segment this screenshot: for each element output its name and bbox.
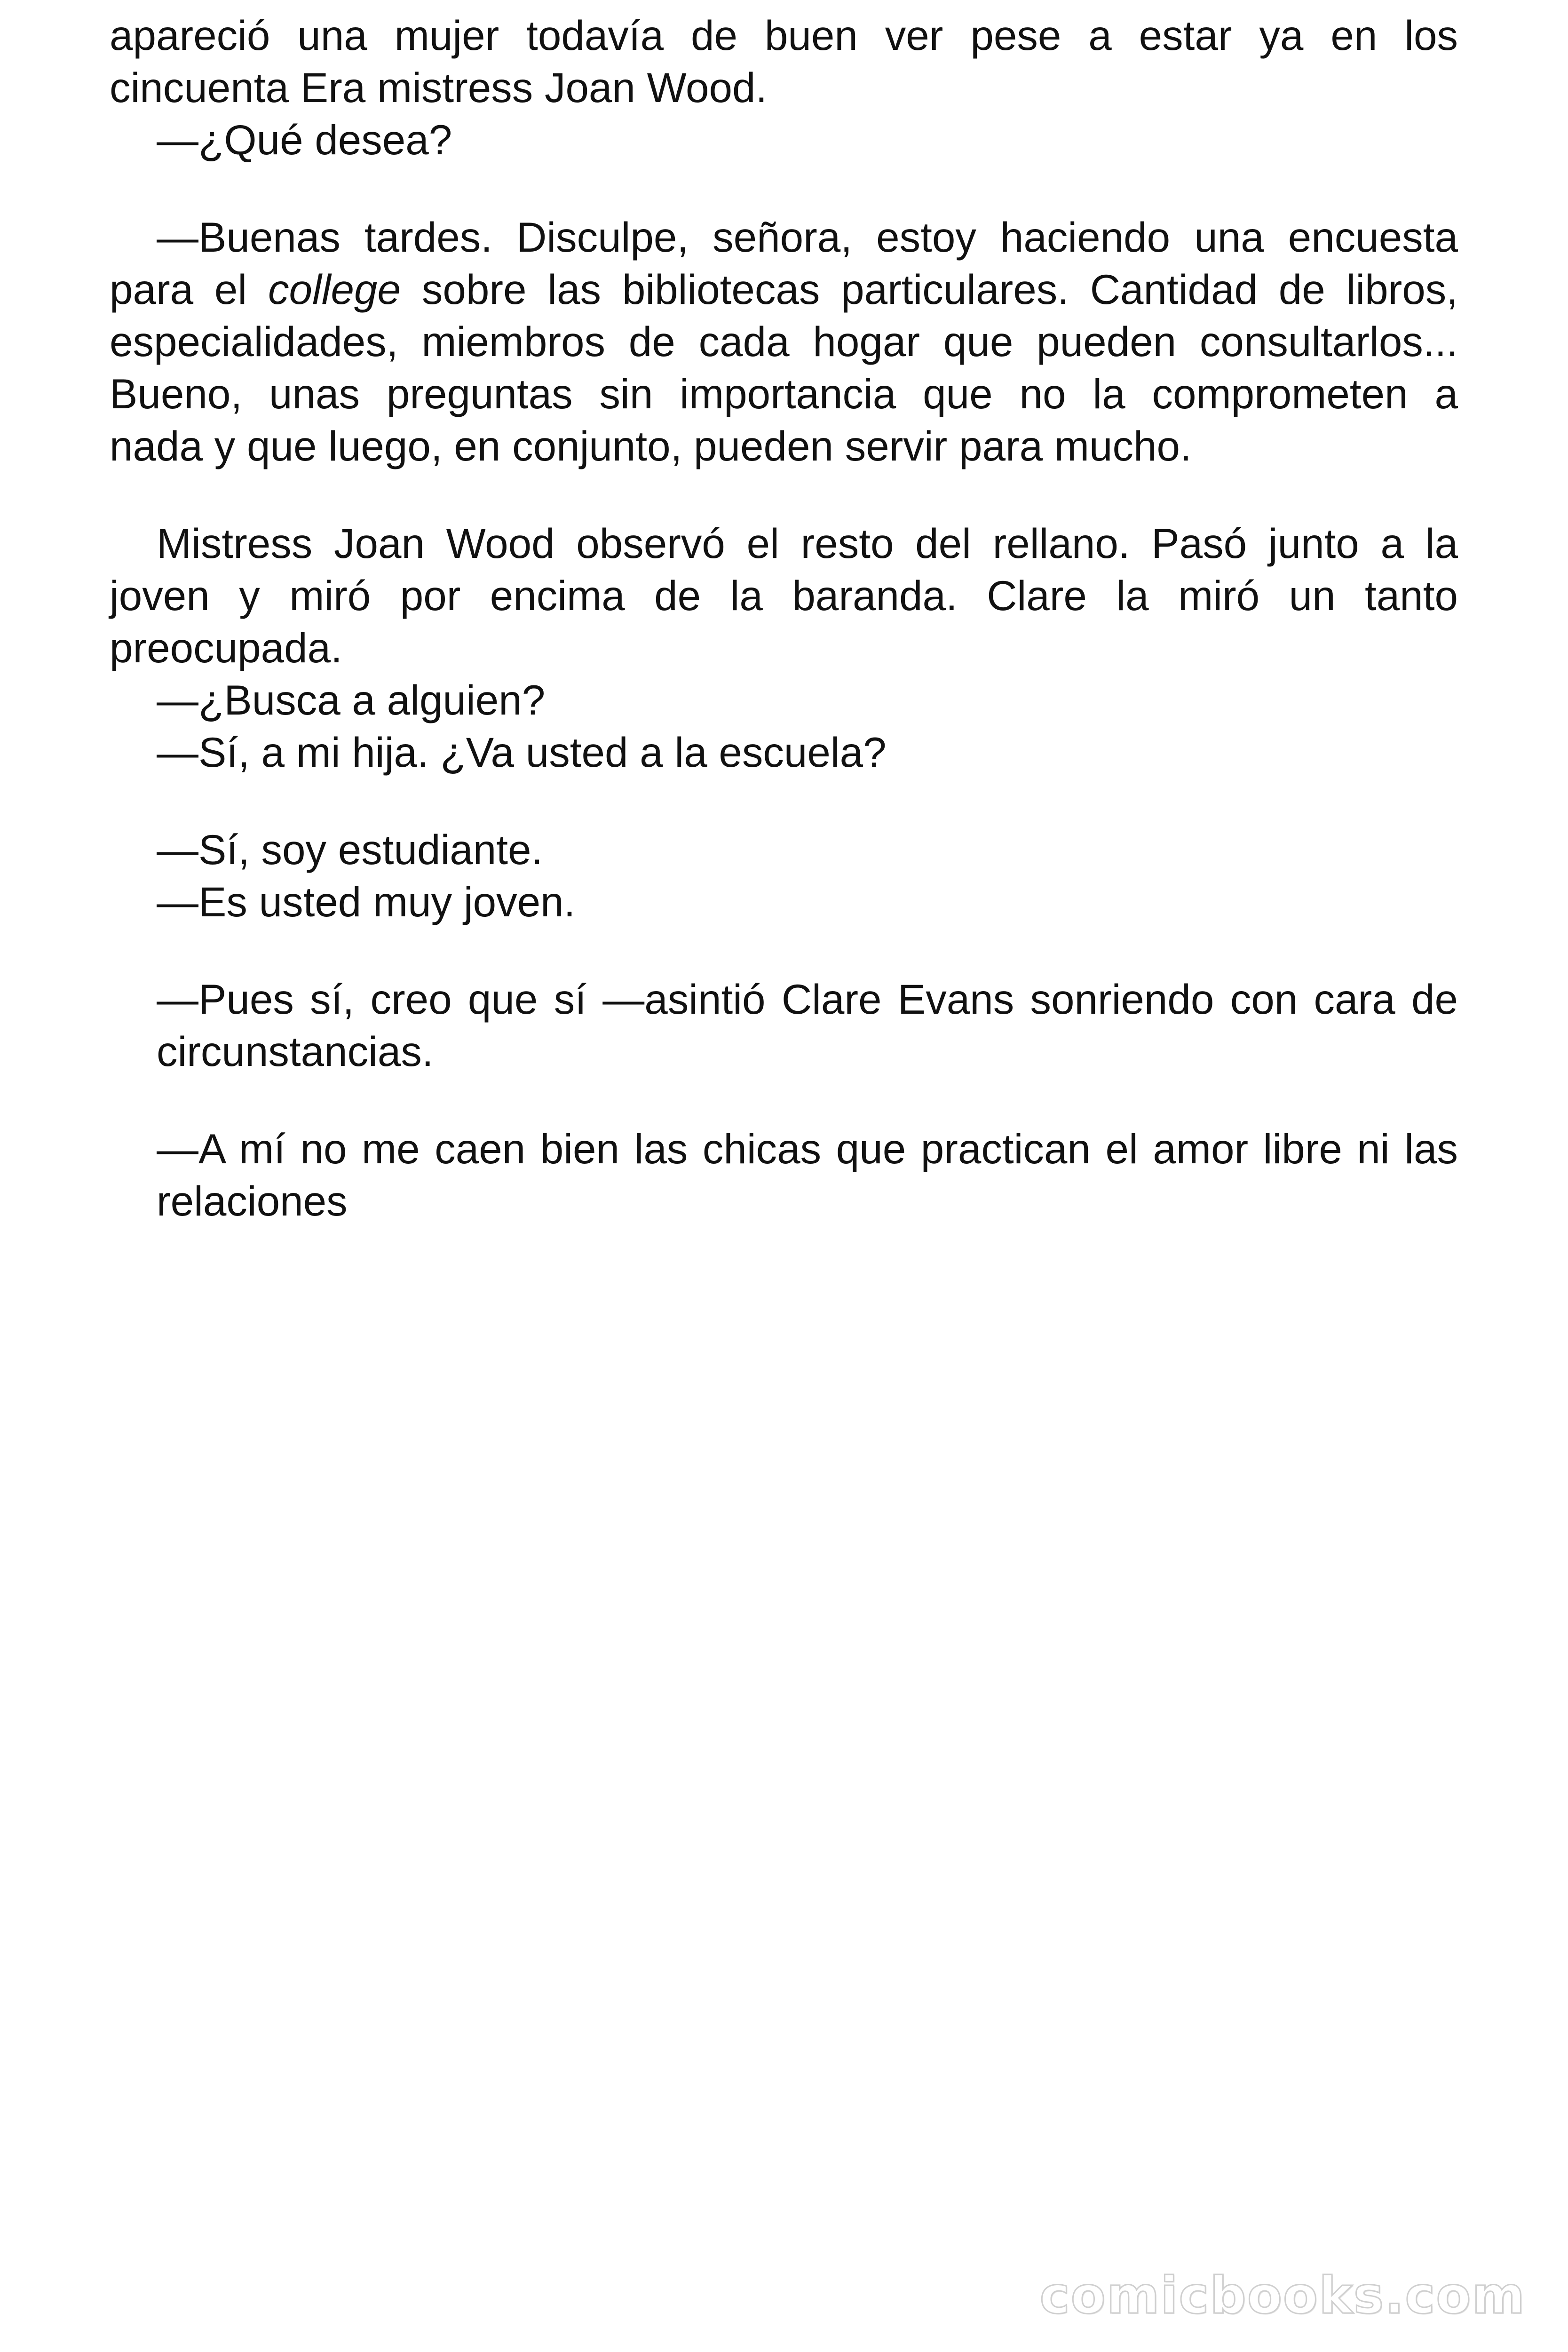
dialogue-line: —Pues sí, creo que sí —asintió Clare Evans sonriendo con cara de (157, 976, 1458, 1023)
paragraph-gap (110, 928, 1458, 973)
italic-word: college (268, 266, 401, 313)
text-line: Mistress Joan Wood observó el resto del rellano. Pasó junto a la (157, 520, 1458, 567)
text-line (110, 263, 1458, 316)
text-line: preocupada. (110, 624, 342, 671)
text-line: relaciones (157, 1177, 348, 1224)
dialogue-line: —Sí, soy estudiante. (157, 826, 543, 873)
text-fragment: para el (110, 266, 268, 313)
paragraph-gap (110, 1078, 1458, 1123)
text-line: Bueno, unas preguntas sin importancia que no la comprometen a (110, 370, 1458, 417)
paragraph-gap (110, 166, 1458, 211)
page-text (110, 9, 1458, 1227)
dialogue-line: —¿Qué desea? (157, 116, 452, 163)
text-line: especialidades, miembros de cada hogar que pueden consultarlos... (110, 318, 1458, 365)
text-line: joven y miró por encima de la baranda. Clare la miró un tanto (110, 572, 1458, 619)
dialogue-line: —Es usted muy joven. (157, 878, 576, 925)
watermark-logo: comicbooks.com (1039, 2266, 1526, 2325)
dialogue-line: —Buenas tardes. Disculpe, señora, estoy haciendo una encuesta (157, 214, 1458, 261)
dialogue-line: —A mí no me caen bien las chicas que practican el amor libre ni las (157, 1125, 1458, 1172)
text-fragment: sobre las bibliotecas particulares. Cantidad de libros, (401, 266, 1458, 313)
paragraph-gap (110, 779, 1458, 824)
paragraph-gap (110, 472, 1458, 517)
text-line: cincuenta Era mistress Joan Wood. (110, 64, 768, 111)
dialogue-line: —¿Busca a alguien? (157, 676, 546, 723)
text-line: nada y que luego, en conjunto, pueden servir para mucho. (110, 422, 1192, 469)
text-line: apareció una mujer todavía de buen ver pese a estar ya en los (110, 12, 1458, 59)
dialogue-line: —Sí, a mi hija. ¿Va usted a la escuela? (157, 729, 887, 776)
text-line: circunstancias. (157, 1028, 434, 1075)
